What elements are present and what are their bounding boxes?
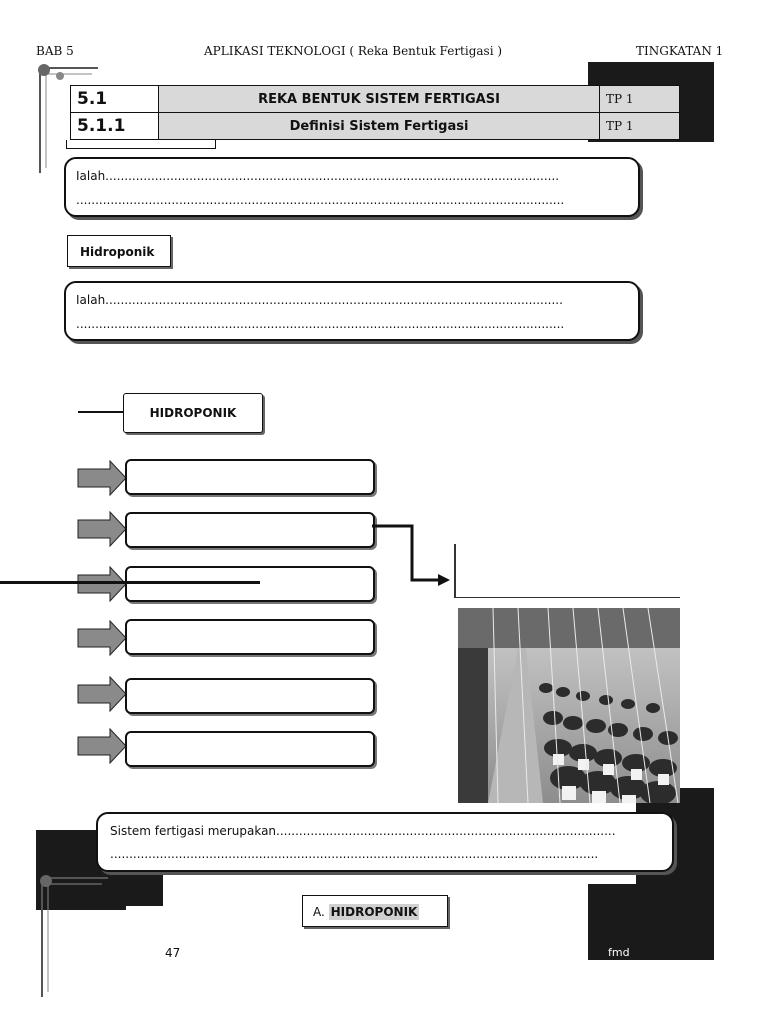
label-tab-shadow bbox=[66, 140, 216, 149]
arrow-right-icon bbox=[78, 729, 126, 763]
arrow-column bbox=[76, 458, 130, 768]
title-row bbox=[71, 113, 680, 140]
page-number: 47 bbox=[165, 946, 181, 960]
image-caption-frame bbox=[454, 597, 680, 598]
connector-line bbox=[78, 411, 124, 413]
section-heading-title: HIDROPONIK bbox=[330, 905, 418, 919]
stage-box[interactable] bbox=[125, 619, 375, 655]
answer-line[interactable]: ................................................................................................................................ bbox=[110, 847, 599, 861]
greenhouse-photo bbox=[458, 608, 680, 803]
section-number: 5.1 bbox=[71, 86, 159, 113]
long-connector-line bbox=[0, 581, 260, 584]
corner-block-bottom-right-2 bbox=[588, 884, 714, 960]
answer-line[interactable]: Sistem fertigasi merupakan......................................................................................... bbox=[110, 824, 616, 838]
definition-box bbox=[64, 157, 640, 217]
answer-line[interactable]: ................................................................................................................................ bbox=[76, 317, 565, 331]
corner-block-bottom-left-2 bbox=[118, 870, 163, 906]
arrow-right-icon bbox=[78, 512, 126, 546]
subsection-title: Definisi Sistem Fertigasi bbox=[159, 113, 600, 140]
tp-level: TP 1 bbox=[600, 86, 680, 113]
section-heading bbox=[302, 895, 448, 927]
image-caption-frame bbox=[454, 544, 456, 598]
hidroponik-label: Hidroponik bbox=[67, 235, 171, 267]
answer-line[interactable]: Ialah........................................................................................................................ bbox=[76, 293, 563, 307]
title-table bbox=[70, 85, 680, 140]
header-form: TINGKATAN 1 bbox=[636, 44, 724, 58]
stage-box[interactable] bbox=[125, 459, 375, 495]
title-row bbox=[71, 86, 680, 113]
arrow-right-icon bbox=[78, 461, 126, 495]
arrow-right-icon bbox=[78, 677, 126, 711]
header-chapter: BAB 5 bbox=[36, 44, 74, 58]
stage-box[interactable] bbox=[125, 678, 375, 714]
answer-line[interactable]: ................................................................................................................................ bbox=[76, 193, 565, 207]
stage-box[interactable] bbox=[125, 566, 375, 602]
author-initials: fmd bbox=[608, 946, 630, 959]
hidroponik-definition-box bbox=[64, 281, 640, 341]
stage-box[interactable] bbox=[125, 512, 375, 548]
tp-level: TP 1 bbox=[600, 113, 680, 140]
corner-ornament-bottom-left bbox=[30, 872, 110, 1002]
answer-line[interactable]: Ialah....................................................................................................................... bbox=[76, 169, 560, 183]
arrow-right-icon bbox=[78, 621, 126, 655]
section-prefix: A. bbox=[313, 905, 325, 919]
section-title: REKA BENTUK SISTEM FERTIGASI bbox=[159, 86, 600, 113]
stage-box[interactable] bbox=[125, 731, 375, 767]
arrow-right-icon bbox=[78, 567, 126, 601]
header-title: APLIKASI TEKNOLOGI ( Reka Bentuk Fertigasi ) bbox=[204, 44, 503, 58]
subsection-number: 5.1.1 bbox=[71, 113, 159, 140]
diagram-title: HIDROPONIK bbox=[123, 393, 263, 433]
elbow-arrow bbox=[372, 518, 452, 588]
summary-box bbox=[96, 812, 674, 872]
